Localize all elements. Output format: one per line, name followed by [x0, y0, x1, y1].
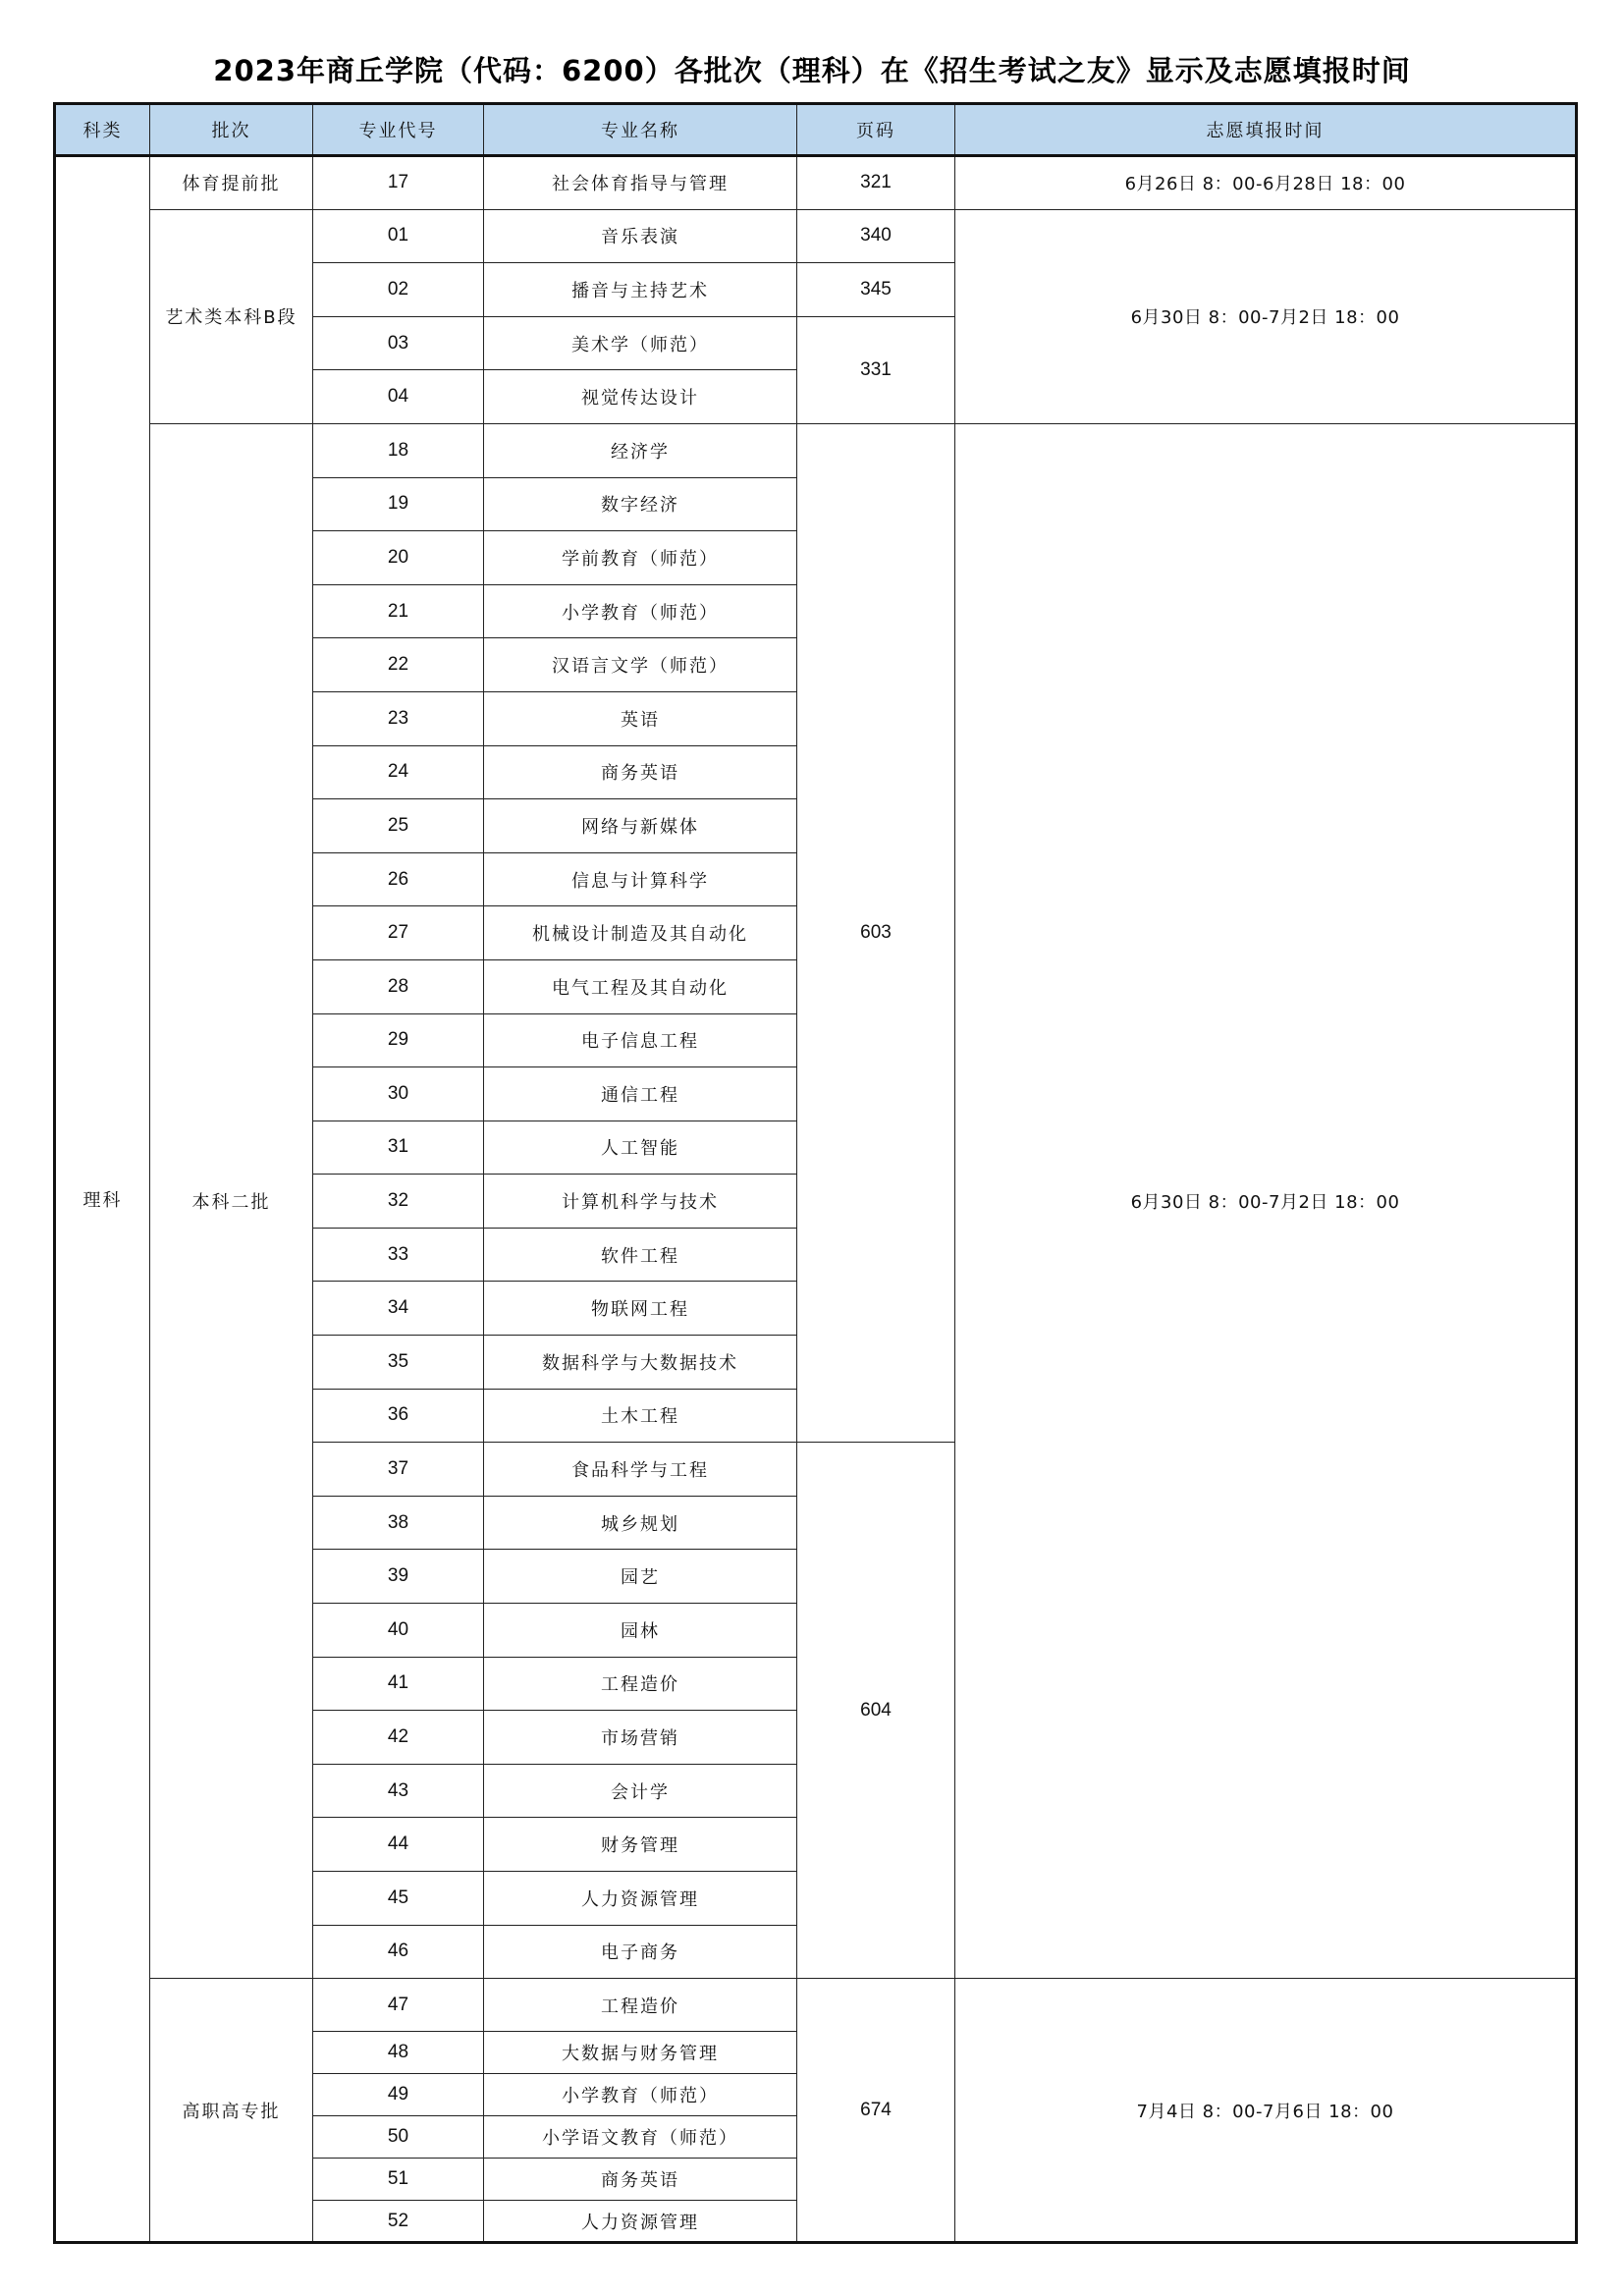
- major-code: 27: [313, 906, 484, 960]
- page-cell: 345: [797, 263, 955, 317]
- major-name: 土木工程: [484, 1389, 797, 1443]
- major-code: 39: [313, 1550, 484, 1604]
- table-row: [55, 1979, 1577, 2032]
- header-row: [55, 104, 1577, 156]
- major-name: 会计学: [484, 1764, 797, 1818]
- header-category: 科类: [55, 104, 150, 156]
- table-row: [55, 209, 1577, 263]
- header-page: 页码: [797, 104, 955, 156]
- major-code: 47: [313, 1979, 484, 2032]
- major-code: 35: [313, 1336, 484, 1390]
- major-name: 播音与主持艺术: [484, 263, 797, 317]
- major-name: 机械设计制造及其自动化: [484, 906, 797, 960]
- major-name: 人工智能: [484, 1121, 797, 1175]
- major-name: 小学教育（师范）: [484, 584, 797, 638]
- major-name: 小学教育（师范）: [484, 2074, 797, 2116]
- major-name: 园林: [484, 1604, 797, 1658]
- major-code: 24: [313, 745, 484, 799]
- header-batch: 批次: [150, 104, 313, 156]
- batch-cell: 本科二批: [150, 423, 313, 1978]
- header-code: 专业代号: [313, 104, 484, 156]
- major-name: 电子信息工程: [484, 1013, 797, 1067]
- major-code: 40: [313, 1604, 484, 1658]
- major-name: 小学语文教育（师范）: [484, 2116, 797, 2159]
- major-name: 社会体育指导与管理: [484, 156, 797, 210]
- major-code: 01: [313, 209, 484, 263]
- page-cell: 321: [797, 156, 955, 210]
- major-name: 人力资源管理: [484, 2201, 797, 2243]
- major-code: 20: [313, 531, 484, 585]
- major-name: 市场营销: [484, 1711, 797, 1765]
- page-cell: 604: [797, 1443, 955, 1979]
- major-name: 人力资源管理: [484, 1872, 797, 1926]
- major-code: 29: [313, 1013, 484, 1067]
- major-code: 30: [313, 1067, 484, 1121]
- major-code: 52: [313, 2201, 484, 2243]
- major-name: 信息与计算科学: [484, 852, 797, 906]
- major-name: 园艺: [484, 1550, 797, 1604]
- major-name: 英语: [484, 691, 797, 745]
- major-name: 经济学: [484, 423, 797, 477]
- major-name: 计算机科学与技术: [484, 1175, 797, 1229]
- major-name: 音乐表演: [484, 209, 797, 263]
- page-cell: 674: [797, 1979, 955, 2243]
- major-code: 43: [313, 1764, 484, 1818]
- major-name: 工程造价: [484, 1979, 797, 2032]
- major-code: 28: [313, 959, 484, 1013]
- major-code: 45: [313, 1872, 484, 1926]
- major-code: 32: [313, 1175, 484, 1229]
- time-cell: 7月4日 8：00-7月6日 18：00: [955, 1979, 1577, 2243]
- major-name: 学前教育（师范）: [484, 531, 797, 585]
- major-code: 44: [313, 1818, 484, 1872]
- schedule-table: [53, 102, 1578, 2244]
- major-name: 软件工程: [484, 1228, 797, 1282]
- major-code: 02: [313, 263, 484, 317]
- major-code: 19: [313, 477, 484, 531]
- major-code: 22: [313, 638, 484, 692]
- major-name: 大数据与财务管理: [484, 2032, 797, 2074]
- major-name: 通信工程: [484, 1067, 797, 1121]
- table-row: [55, 423, 1577, 477]
- major-name: 数据科学与大数据技术: [484, 1336, 797, 1390]
- major-code: 26: [313, 852, 484, 906]
- major-code: 50: [313, 2116, 484, 2159]
- major-code: 49: [313, 2074, 484, 2116]
- major-name: 电子商务: [484, 1925, 797, 1979]
- major-code: 51: [313, 2159, 484, 2201]
- major-code: 33: [313, 1228, 484, 1282]
- major-name: 工程造价: [484, 1657, 797, 1711]
- major-name: 美术学（师范）: [484, 316, 797, 370]
- batch-cell: 体育提前批: [150, 156, 313, 210]
- major-code: 34: [313, 1282, 484, 1336]
- batch-cell: 艺术类本科B段: [150, 209, 313, 423]
- major-code: 23: [313, 691, 484, 745]
- major-code: 04: [313, 370, 484, 424]
- category-cell: 理科: [55, 156, 150, 2243]
- major-name: 数字经济: [484, 477, 797, 531]
- page-cell: 331: [797, 316, 955, 423]
- major-name: 电气工程及其自动化: [484, 959, 797, 1013]
- major-code: 37: [313, 1443, 484, 1497]
- time-cell: 6月30日 8：00-7月2日 18：00: [955, 423, 1577, 1978]
- major-code: 17: [313, 156, 484, 210]
- header-name: 专业名称: [484, 104, 797, 156]
- major-name: 视觉传达设计: [484, 370, 797, 424]
- major-name: 物联网工程: [484, 1282, 797, 1336]
- major-code: 41: [313, 1657, 484, 1711]
- major-name: 网络与新媒体: [484, 799, 797, 853]
- major-name: 汉语言文学（师范）: [484, 638, 797, 692]
- major-code: 03: [313, 316, 484, 370]
- major-name: 食品科学与工程: [484, 1443, 797, 1497]
- page-cell: 603: [797, 423, 955, 1442]
- page-title: 2023年商丘学院（代码：6200）各批次（理科）在《招生考试之友》显示及志愿填报时间: [213, 54, 1411, 87]
- major-code: 38: [313, 1496, 484, 1550]
- time-cell: 6月26日 8：00-6月28日 18：00: [955, 156, 1577, 210]
- major-name: 商务英语: [484, 745, 797, 799]
- major-code: 48: [313, 2032, 484, 2074]
- page-cell: 340: [797, 209, 955, 263]
- table-row: [55, 156, 1577, 210]
- major-name: 城乡规划: [484, 1496, 797, 1550]
- major-name: 商务英语: [484, 2159, 797, 2201]
- batch-cell: 高职高专批: [150, 1979, 313, 2243]
- major-code: 31: [313, 1121, 484, 1175]
- header-time: 志愿填报时间: [955, 104, 1577, 156]
- time-cell: 6月30日 8：00-7月2日 18：00: [955, 209, 1577, 423]
- major-code: 21: [313, 584, 484, 638]
- major-name: 财务管理: [484, 1818, 797, 1872]
- major-code: 42: [313, 1711, 484, 1765]
- major-code: 36: [313, 1389, 484, 1443]
- major-code: 46: [313, 1925, 484, 1979]
- major-code: 25: [313, 799, 484, 853]
- major-code: 18: [313, 423, 484, 477]
